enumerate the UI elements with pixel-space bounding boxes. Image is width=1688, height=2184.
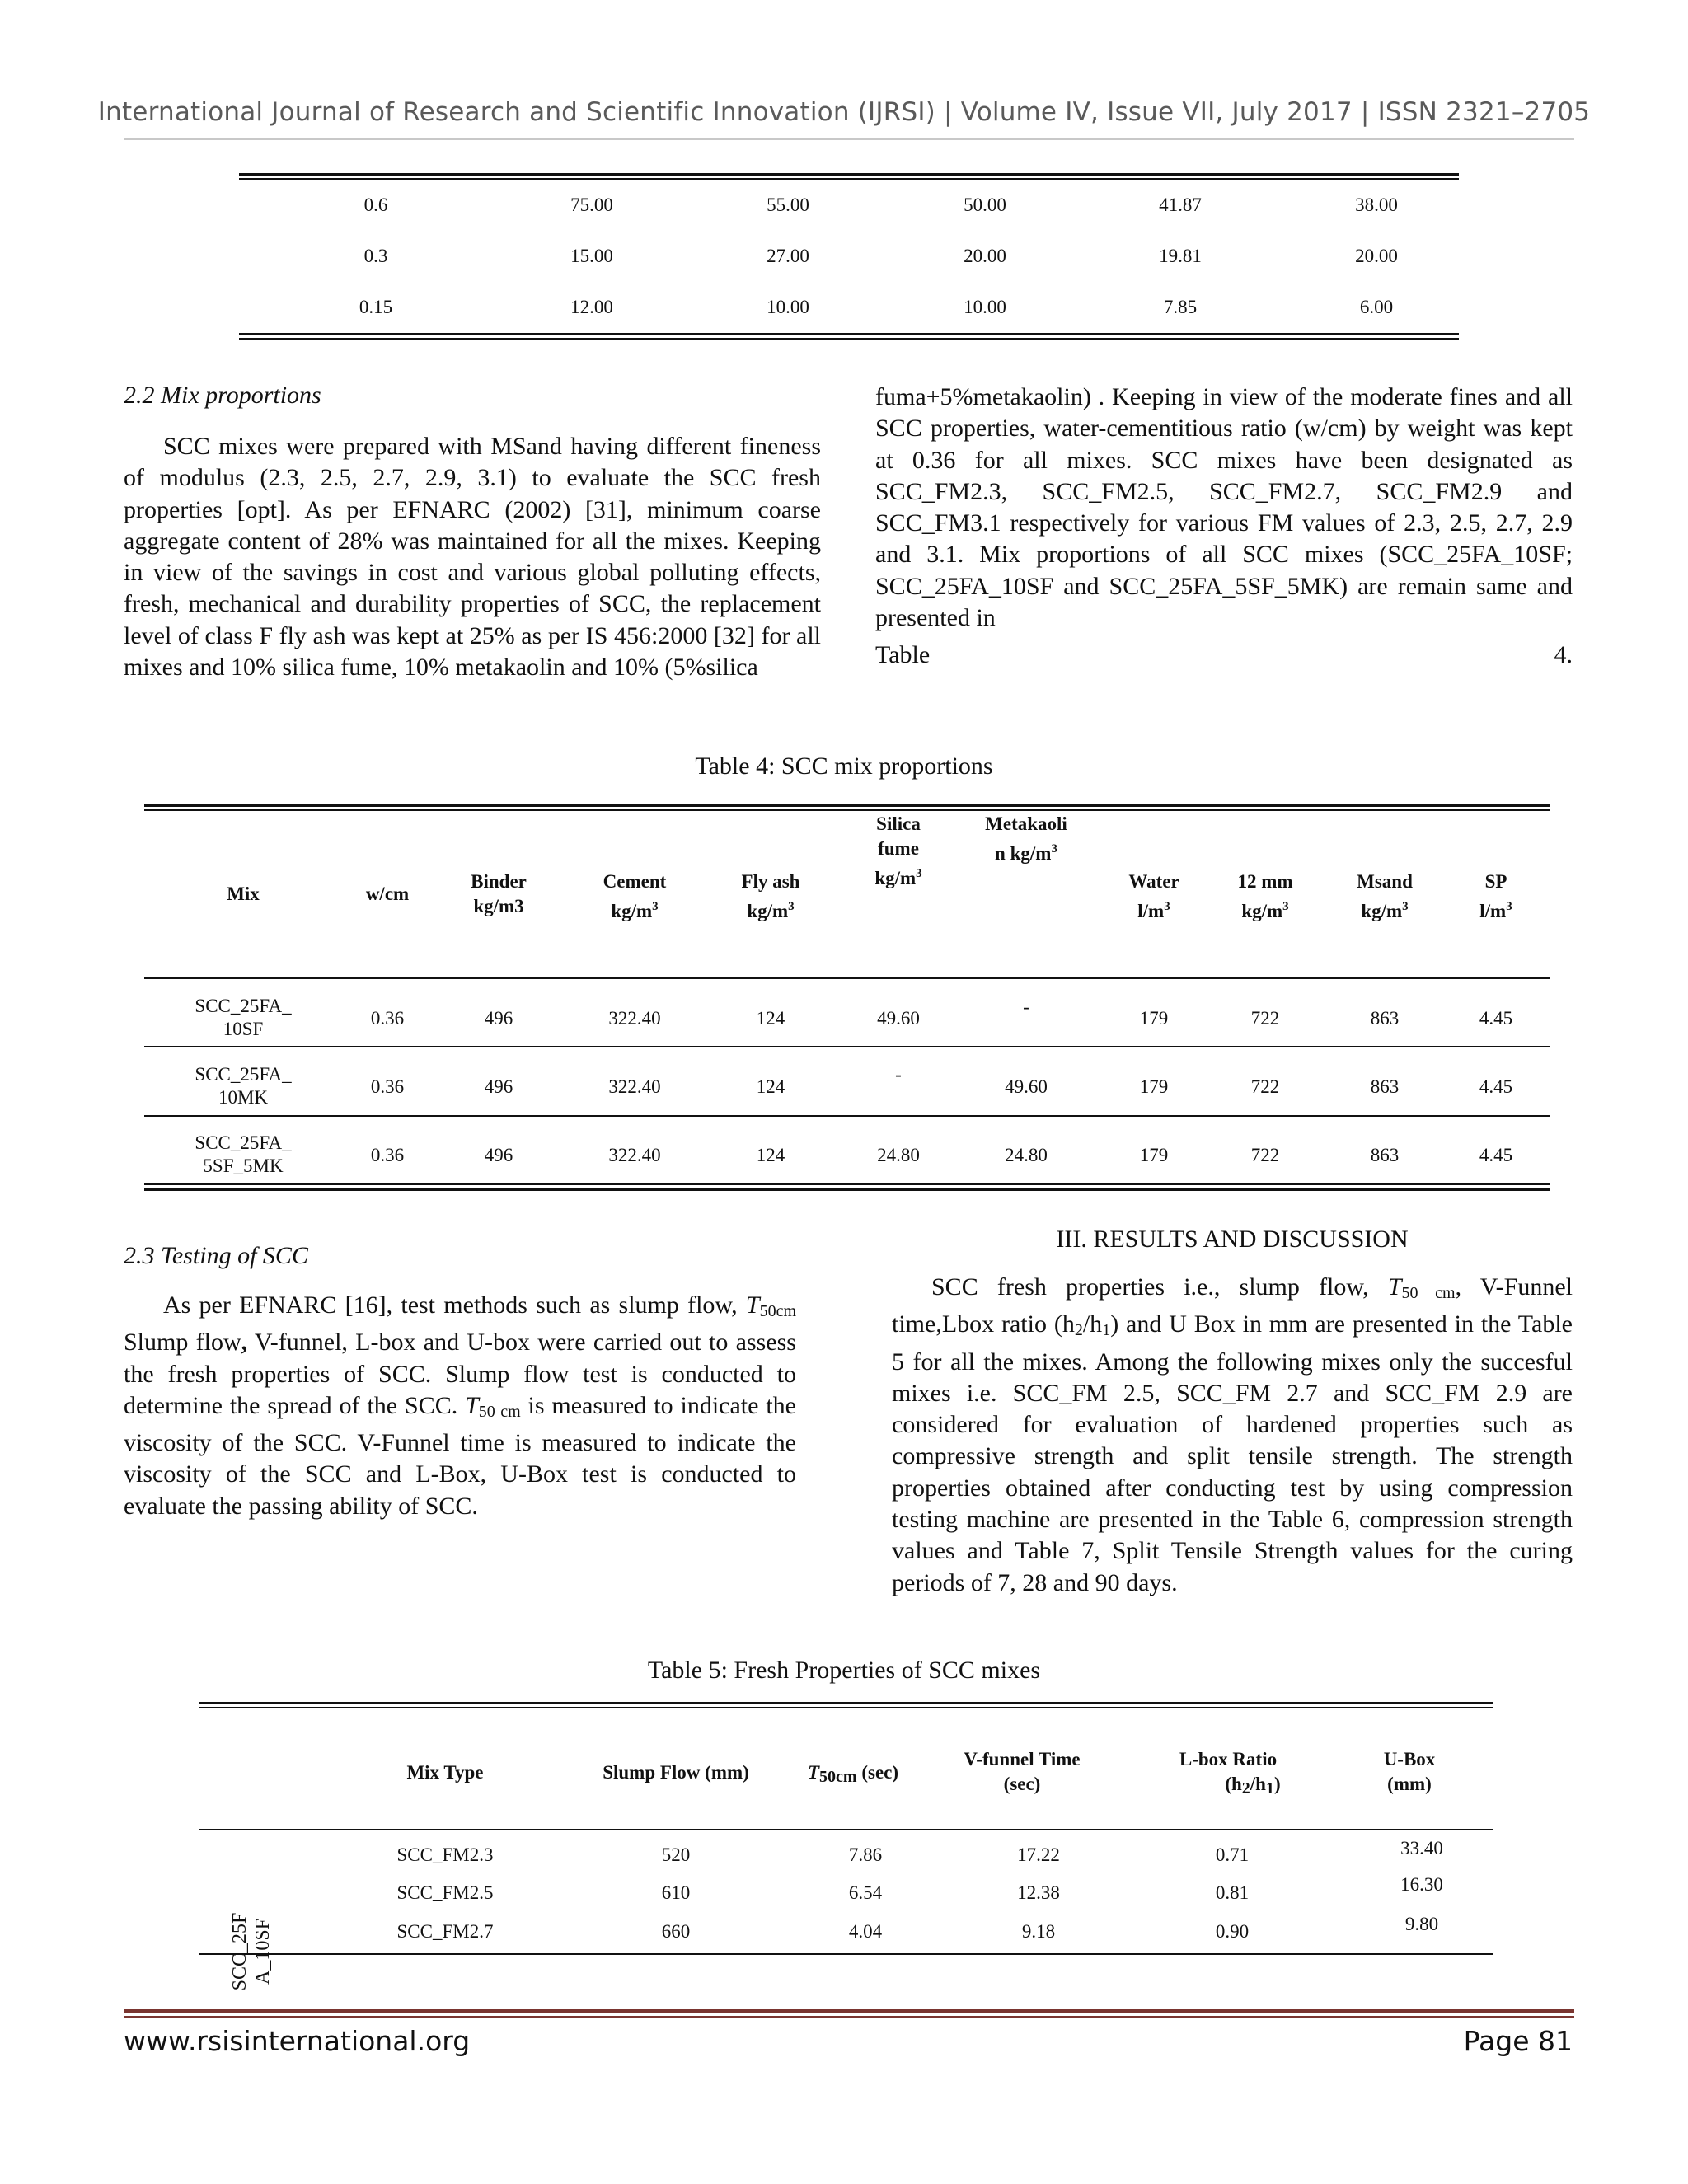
table-cell: 20.00 (1355, 246, 1398, 266)
table-cell: 4.45 (1479, 1076, 1513, 1097)
table-rule (144, 1115, 1550, 1117)
table-cell: 0.90 (1215, 1921, 1250, 1942)
table-rule (199, 1953, 1493, 1955)
table-cell: 41.87 (1159, 194, 1202, 215)
superscript: 3 (1051, 842, 1057, 855)
header-line: Water (1128, 871, 1179, 892)
header-line: (sec) (1003, 1774, 1041, 1794)
superscript: 3 (1506, 900, 1512, 913)
mix-cell (173, 995, 313, 1041)
cell-line: SCC_25FA_ (195, 1132, 292, 1153)
table-cell: 49.60 (877, 1008, 920, 1029)
header-line (1104, 894, 1203, 924)
table-cell: 179 (1139, 1008, 1169, 1029)
table-cell: 9.80 (1404, 1914, 1439, 1934)
table-cell: 4.45 (1479, 1145, 1513, 1165)
cell-line: 10SF (223, 1019, 264, 1039)
header-line (581, 894, 688, 924)
column-header (581, 869, 688, 924)
table-cell: 9.18 (1021, 1921, 1056, 1942)
subscript: 2 (1241, 1779, 1250, 1797)
cell-line: SCC_25FA_ (195, 996, 292, 1016)
header-line: Cement (603, 871, 667, 892)
table-cell: 15.00 (570, 246, 613, 266)
cell-line: SCC_25FA_ (195, 1064, 292, 1085)
column-header: Mix Type (406, 1762, 484, 1783)
header-line: Binder (471, 871, 527, 892)
header-line (849, 861, 948, 891)
subscript: 50cm (819, 1768, 857, 1786)
header-line: V-funnel Time (964, 1749, 1081, 1769)
header-divider (124, 138, 1574, 140)
table-row (239, 297, 1459, 330)
header-line: fume (878, 838, 919, 859)
table-rule (144, 977, 1550, 979)
header-text: /h (1250, 1774, 1266, 1794)
group-line: SCC_25F (229, 1912, 251, 1991)
unit-text: kg/m (1241, 901, 1283, 921)
table-cell: 4.04 (848, 1921, 883, 1942)
header-line (1335, 894, 1434, 924)
superscript: 3 (1282, 900, 1289, 913)
symbol-t: T (1387, 1273, 1402, 1301)
superscript: 3 (788, 900, 795, 913)
header-line: L-box Ratio (1179, 1749, 1278, 1769)
unit-text: l/m (1479, 901, 1507, 921)
column-header (717, 869, 824, 924)
table-cell: SCC_FM2.7 (396, 1921, 494, 1942)
header-line: kg/m3 (473, 896, 524, 916)
table-cell: 863 (1370, 1145, 1400, 1165)
table-cell: 12.00 (570, 297, 613, 317)
header-line: (mm) (1387, 1774, 1432, 1794)
superscript: 3 (916, 867, 922, 880)
header-line: U-Box (1383, 1749, 1436, 1769)
table-cell: 0.36 (370, 1145, 405, 1165)
table-cell: 0.6 (363, 194, 388, 215)
header-line (717, 894, 824, 924)
table-cell: 610 (661, 1882, 691, 1903)
symbol-t: T (745, 1291, 760, 1319)
group-line: A_10SF (252, 1918, 274, 1985)
table-cell: 322.40 (608, 1076, 661, 1097)
text-fragment: is measured to indicate the viscosity of the SCC. V-Funnel time is measured to indicate the viscosity of the SCC and L-Box, U-Box test is conducted to evaluate the passing ability of SCC. (124, 1391, 796, 1520)
footer-divider (124, 2009, 1574, 2013)
table-cell: 179 (1139, 1076, 1169, 1097)
table-cell: 38.00 (1355, 194, 1398, 215)
unit-text: kg/m (874, 868, 917, 888)
table-cell: SCC_FM2.5 (396, 1882, 494, 1903)
table-cell: - (895, 1064, 902, 1085)
text-fragment: , (241, 1329, 248, 1357)
table-cell: 24.80 (1005, 1145, 1048, 1165)
table-cell: 0.81 (1215, 1882, 1250, 1903)
table-cell: 496 (484, 1076, 513, 1097)
header-text: ) (1273, 1774, 1281, 1794)
table-cell: 33.40 (1400, 1838, 1443, 1858)
text-fragment: V-funnel, L-box and U-box were carried out to assess the fresh properties of SCC. Slump flow test is conducted to determine the spread of the SCC. (124, 1329, 796, 1419)
table-rule (144, 1046, 1550, 1047)
row-group-label (228, 1906, 274, 1997)
header-text: (h (1225, 1774, 1242, 1794)
header-line (1451, 894, 1541, 924)
text-fragment: /h (1082, 1310, 1103, 1338)
section-heading: III. RESULTS AND DISCUSSION (1056, 1226, 1409, 1253)
table-cell: 0.15 (359, 297, 393, 317)
table-cell: SCC_FM2.3 (396, 1844, 494, 1865)
table-cell: - (1023, 996, 1029, 1017)
table-cell: 0.3 (363, 246, 388, 266)
table-rule (144, 1183, 1550, 1185)
mix-cell (173, 1063, 313, 1109)
table-rule (239, 178, 1459, 180)
column-header (1352, 1747, 1467, 1797)
subscript: 50 cm (1401, 1284, 1456, 1302)
column-header (1137, 1747, 1319, 1801)
table-cell: 6.54 (848, 1882, 883, 1903)
text-fragment: , V-Funnel time,Lbox ratio (h (892, 1273, 1573, 1338)
table-cell: 17.22 (1017, 1844, 1060, 1865)
mix-cell (173, 1132, 313, 1178)
column-header: w/cm (365, 883, 410, 904)
table-cell: 50.00 (964, 194, 1006, 215)
header-line: Silica (876, 813, 921, 834)
table-cell: 496 (484, 1008, 513, 1029)
table-row (239, 246, 1459, 279)
text-fragment: SCC fresh properties i.e., slump flow, (931, 1273, 1388, 1301)
table-cell: 19.81 (1159, 246, 1202, 266)
table-rule (199, 1702, 1493, 1704)
table-row (239, 194, 1459, 227)
table-cell: 7.86 (848, 1844, 883, 1865)
column-header: Slump Flow (mm) (603, 1762, 749, 1783)
table-cell: 6.00 (1359, 297, 1394, 317)
table-cell: 722 (1250, 1076, 1280, 1097)
table-cell: 55.00 (767, 194, 809, 215)
table-cell: 322.40 (608, 1008, 661, 1029)
table-caption: Table 5: Fresh Properties of SCC mixes (647, 1657, 1041, 1684)
cell-line: 5SF_5MK (203, 1155, 284, 1176)
page-number: Page 81 (1463, 2025, 1573, 2057)
subscript: 1 (1102, 1321, 1111, 1340)
journal-header: International Journal of Research and Scientific Innovation (IJRSI) | Volume IV, Issue VII, July 2017 | ISSN 2321–2705 (97, 97, 1591, 127)
table-cell: 520 (661, 1844, 691, 1865)
section-heading: 2.3 Testing of SCC (124, 1242, 308, 1269)
table-cell: 496 (484, 1145, 513, 1165)
table-rule (144, 804, 1550, 807)
unit-text: kg/m (611, 901, 653, 921)
symbol-t: T (807, 1762, 820, 1783)
superscript: 3 (1402, 900, 1409, 913)
text-fragment: Table (875, 641, 931, 668)
subscript: 2 (1074, 1321, 1083, 1340)
table-rule (239, 338, 1459, 340)
header-text: (sec) (856, 1762, 899, 1783)
text-fragment: Slump flow (124, 1329, 241, 1357)
table-rule (199, 1707, 1493, 1708)
body-paragraph (892, 1272, 1573, 1599)
table-cell: 722 (1250, 1008, 1280, 1029)
table-cell: 75.00 (570, 194, 613, 215)
table-cell: 10.00 (767, 297, 809, 317)
table-caption: Table 4: SCC mix proportions (695, 752, 993, 780)
column-header (849, 812, 948, 891)
table-rule (239, 333, 1459, 335)
text-fragment: 4. (1554, 641, 1573, 668)
unit-text: kg/m (747, 901, 789, 921)
symbol-t: T (465, 1391, 479, 1419)
table-cell: 12.38 (1017, 1882, 1060, 1903)
header-line: SP (1484, 871, 1507, 892)
table-cell: 7.85 (1163, 297, 1198, 317)
column-header (1451, 869, 1541, 924)
column-header (1335, 869, 1434, 924)
superscript: 3 (1164, 900, 1170, 913)
header-line (1137, 1772, 1319, 1801)
table-cell: 4.45 (1479, 1008, 1513, 1029)
table-cell: 179 (1139, 1145, 1169, 1165)
body-paragraph: fuma+5%metakaolin) . Keeping in view of the moderate fines and all SCC properties, water-cementitious ratio (w/cm) by weight was kept at 0.36 for all mixes. SCC mixes have been designated as SCC_FM2.3, SCC_FM2.5, SCC_FM2.7, SCC_FM2.9 and SCC_FM3.1 respectively for various FM values of 2.3, 2.5, 2.7, 2.9 and 3.1. Mix proportions of all SCC mixes (SCC_25FA_10SF; SCC_25FA_10SF and SCC_25FA_5SF_5MK) are remain same and presented in (875, 383, 1573, 632)
column-header (791, 1760, 915, 1789)
table-cell: 863 (1370, 1076, 1400, 1097)
table-cell: 0.71 (1215, 1844, 1250, 1865)
table-rule (199, 1829, 1493, 1830)
table-cell: 0.36 (370, 1008, 405, 1029)
table-cell: 24.80 (877, 1145, 920, 1165)
unit-text: n kg/m (995, 843, 1052, 864)
unit-text: l/m (1137, 901, 1165, 921)
unit-text: kg/m (1361, 901, 1403, 921)
table-cell: 124 (756, 1145, 785, 1165)
table-cell: 722 (1250, 1145, 1280, 1165)
body-paragraph-end (875, 641, 1573, 669)
table-cell: 10.00 (964, 297, 1006, 317)
column-header (1104, 869, 1203, 924)
text-fragment: ) and U Box in mm are presented in the Table 5 for all the mixes. Among the following mixes only the succesful mixes i.e. SCC_FM 2.5, SCC_FM 2.7 and SCC_FM 2.9 are considered for evaluation of hardened properties such as compressive strength and split tensile strength. The strength properties obtained after conducting test by using compression testing machine are presented in the Table 6, compression strength values and Table 7, Split Tensile Strength values for the curing periods of 7, 28 and 90 days. (892, 1310, 1573, 1596)
header-line: Fly ash (741, 871, 800, 892)
body-paragraph: SCC mixes were prepared with MSand having different fineness of modulus (2.3, 2.5, 2.7, 2.9, 3.1) to evaluate the SCC fresh properties [opt]. As per EFNARC (2002) [31], minimum coarse aggregate content of 28% was maintained for all the mixes. Keeping in view of the savings in cost and various global polluting effects, fresh, mechanical and durability properties of SCC, the replacement level of class F fly ash was kept at 25% as per IS 456:2000 [32] for all mixes and 10% silica fume, 10% metakaolin and 10% (5%silica (124, 433, 821, 682)
table-rule (144, 809, 1550, 811)
column-header: Mix (227, 883, 260, 904)
header-line: 12 mm (1237, 871, 1293, 892)
header-line: Metakaoli (985, 813, 1067, 834)
table-cell: 27.00 (767, 246, 809, 266)
cell-line: 10MK (218, 1087, 269, 1108)
footer-url: www.rsisinternational.org (124, 2025, 471, 2057)
header-line (968, 837, 1084, 866)
table-cell: 863 (1370, 1008, 1400, 1029)
body-paragraph (124, 1290, 796, 1522)
table-cell: 124 (756, 1008, 785, 1029)
footer-divider (124, 2016, 1574, 2018)
subscript: 50 cm (478, 1402, 521, 1421)
column-header (931, 1747, 1113, 1797)
table-cell: 124 (756, 1076, 785, 1097)
table-rule (144, 1188, 1550, 1191)
table-cell: 322.40 (608, 1145, 661, 1165)
table-cell: 660 (661, 1921, 691, 1942)
table-cell: 20.00 (964, 246, 1006, 266)
text-fragment: As per EFNARC [16], test methods such as slump flow, (163, 1291, 738, 1319)
superscript: 3 (652, 900, 659, 913)
header-line: Msand (1357, 871, 1413, 892)
table-cell: 49.60 (1005, 1076, 1048, 1097)
column-header (445, 869, 552, 919)
header-line (1216, 894, 1315, 924)
table-rule (239, 173, 1459, 176)
column-header (1216, 869, 1315, 924)
section-heading: 2.2 Mix proportions (124, 382, 321, 409)
table-cell: 16.30 (1400, 1874, 1443, 1895)
subscript: 1 (1265, 1779, 1274, 1797)
table-cell: 0.36 (370, 1076, 405, 1097)
column-header (968, 812, 1084, 866)
subscript: 50cm (759, 1302, 796, 1320)
